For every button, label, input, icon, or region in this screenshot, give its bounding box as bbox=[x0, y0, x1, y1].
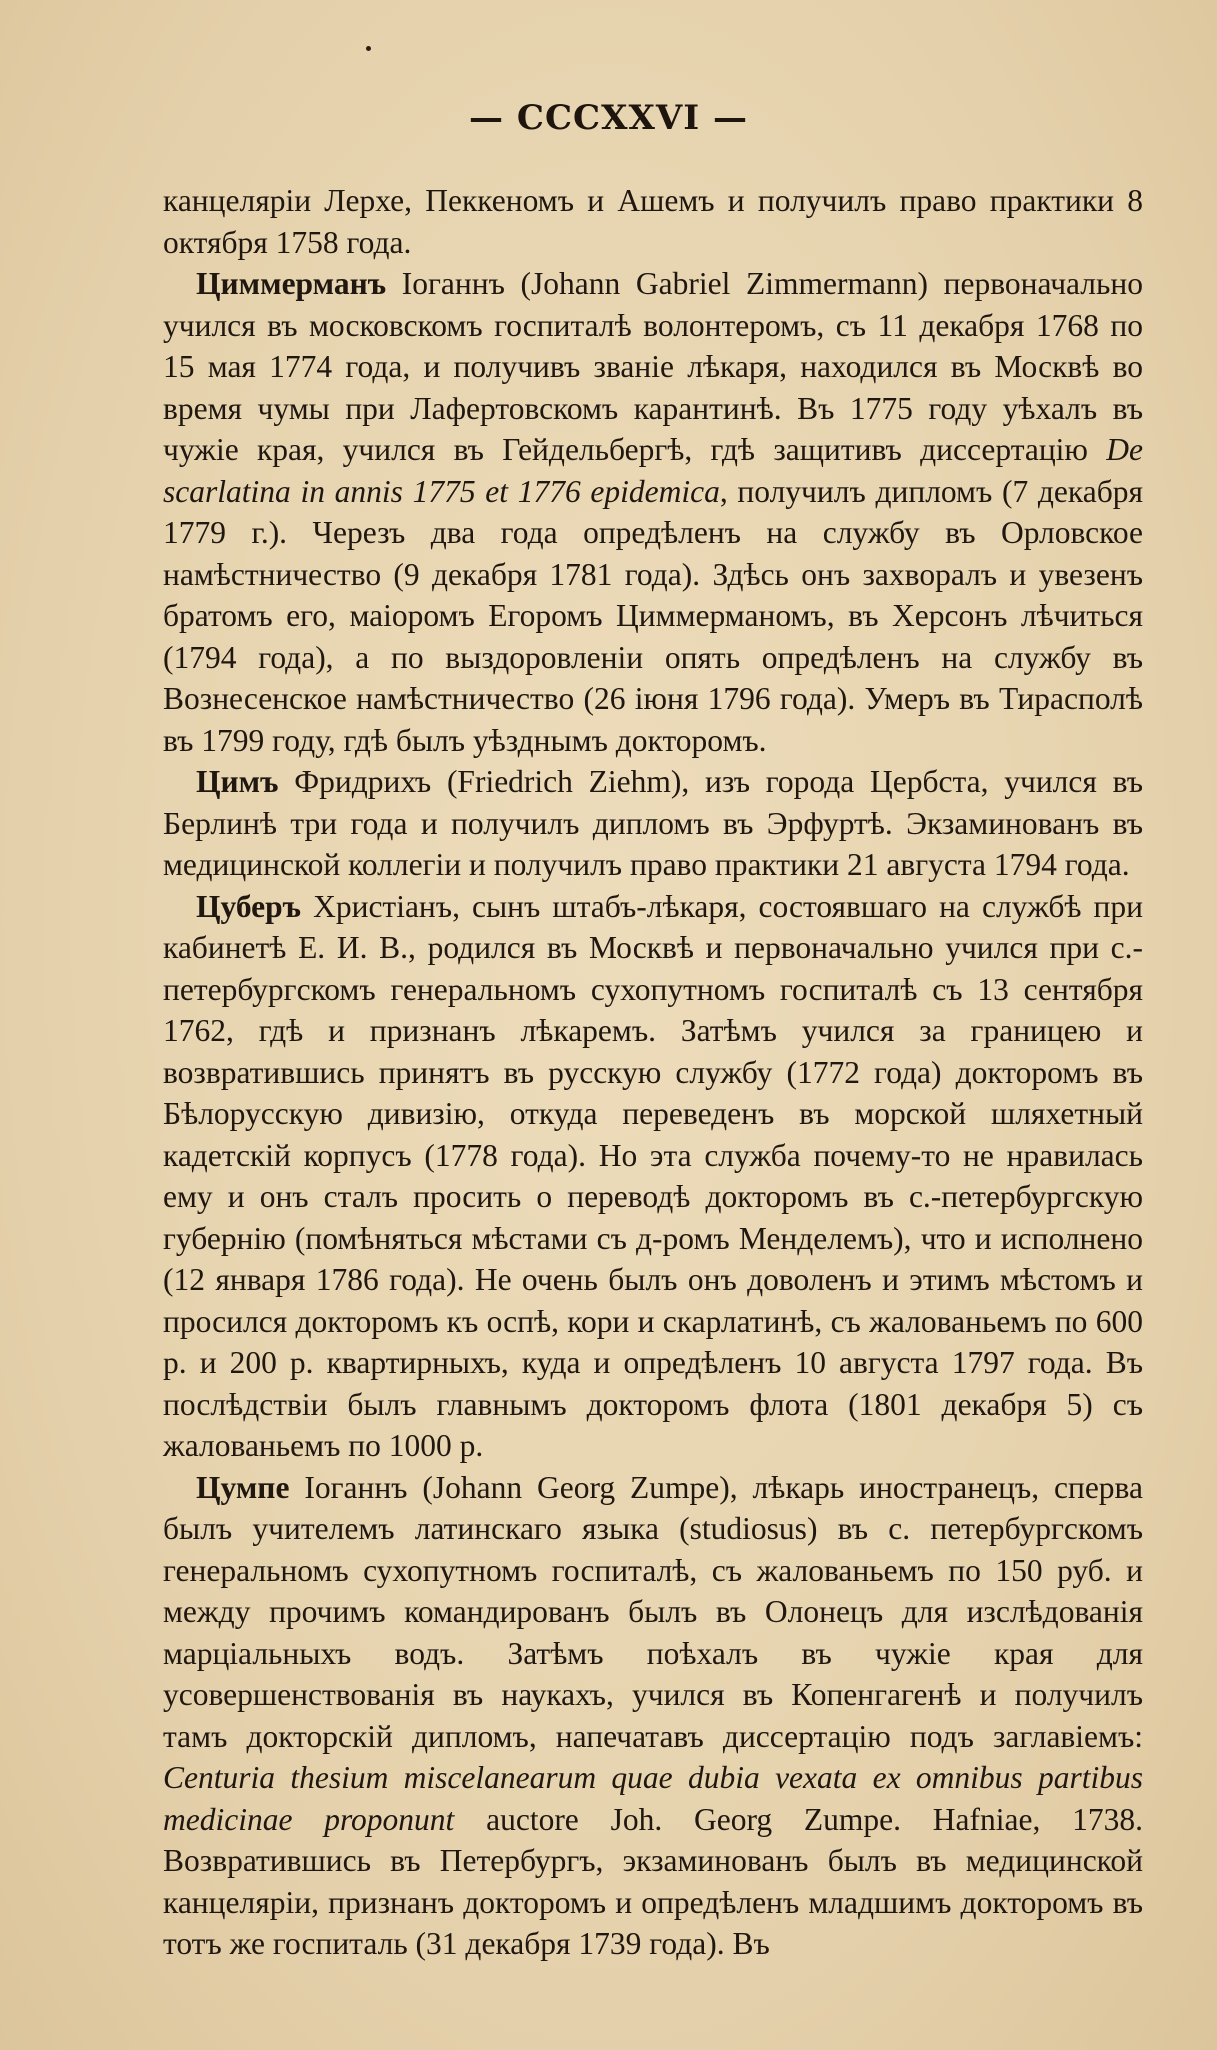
entry-name: Цимъ bbox=[196, 764, 279, 799]
paragraph bbox=[163, 886, 1143, 1467]
paragraph bbox=[163, 263, 1143, 761]
entry-name: Циммерманъ bbox=[196, 266, 387, 301]
text-segment: Іоганнъ (Johann Georg Zumpe), лѣкарь иностранецъ, сперва былъ учителемъ латинскаго языка (studiosus) въ с. петербургскомъ генеральномъ сухопутномъ госпиталѣ, съ жалованьемъ по 150 руб. и между прочимъ командированъ былъ въ Олонецъ для изслѣдованія марціальныхъ водъ. Затѣмъ поѣхалъ въ чужіе края для усовершенствованія въ наукахъ, учился въ Копенгагенѣ и получилъ тамъ докторскій дипломъ, напечатавъ диссертацію подъ заглавіемъ: bbox=[163, 1469, 1143, 1754]
ink-speck bbox=[366, 46, 371, 51]
entry-name: Цумпе bbox=[196, 1469, 290, 1505]
entry-name: Цуберъ bbox=[196, 888, 302, 924]
text-segment: Іоганнъ (Johann Gabriel Zimmermann) первоначально учился въ московскомъ госпиталѣ волонтеромъ, съ 11 декабря 1768 по 15 мая 1774 года, и получивъ званіе лѣкаря, находился въ Москвѣ во время чумы при Лафертовскомъ карантинѣ. Въ 1775 году уѣхалъ въ чужіе края, учился въ Гейдельбергѣ, гдѣ защитивъ диссертацію bbox=[163, 266, 1143, 467]
text-segment: канцеляріи Лерхе, Пеккеномъ и Ашемъ и получилъ право практики 8 октября 1758 года. bbox=[163, 183, 1143, 260]
paragraph bbox=[163, 1467, 1143, 1965]
latin-title: Centuria thesium miscelanearum quae dubia vexata ex omnibus partibus medicinae proponunt bbox=[163, 1760, 1143, 1837]
page-number-header: — CCCXXVI — bbox=[469, 98, 748, 138]
text-segment: Христіанъ, сынъ штабъ-лѣкаря, состоявшаго на службѣ при кабинетѣ Е. И. В., родился въ Москвѣ и первоначально учился при с.-петербургскомъ генеральномъ сухопутномъ госпиталѣ съ 13 сентября 1762, гдѣ и признанъ лѣкаремъ. Затѣмъ учился за границею и возвратившись принятъ въ русскую службу (1772 года) докторомъ въ Бѣлорусскую дивизію, откуда переведенъ въ морской шляхетный кадетскій корпусъ (1778 года). Но эта служба почему-то не нравилась ему и онъ сталъ просить о переводѣ докторомъ въ с.-петербургскую губернію (помѣняться мѣстами съ д-ромъ Менделемъ), что и исполнено (12 января 1786 года). Не очень былъ онъ доволенъ и этимъ мѣстомъ и просился докторомъ къ оспѣ, кори и скарлатинѣ, съ жалованьемъ по 600 р. и 200 р. квартирныхъ, куда и опредѣленъ 10 августа 1797 года. Въ послѣдствіи былъ главнымъ докторомъ флота (1801 декабря 5) съ жалованьемъ по 1000 р. bbox=[163, 888, 1143, 1463]
paragraph bbox=[163, 180, 1143, 263]
latin-title: De scarlatina in annis 1775 et 1776 epidemica bbox=[163, 432, 1143, 509]
text-segment: , получилъ дипломъ (7 декабря 1779 г.). Черезъ два года опредѣленъ на службу въ Орловское намѣстничество (9 декабря 1781 года). Здѣсь онъ захворалъ и увезенъ братомъ его, маіоромъ Егоромъ Циммерманомъ, въ Херсонъ лѣчиться (1794 года), а по выздоровленіи опять опредѣленъ на службу въ Вознесенское намѣстничество (26 іюня 1796 года). Умеръ въ Тирасполѣ въ 1799 году, гдѣ былъ уѣзднымъ докторомъ. bbox=[163, 473, 1143, 758]
text-segment: auctore Joh. Georg Zumpe. Hafniae, 1738. Возвратившись въ Петербургъ, экзаминованъ былъ въ медицинской канцеляріи, признанъ докторомъ и опредѣленъ младшимъ докторомъ въ тотъ же госпиталь (31 декабря 1739 года). Въ bbox=[163, 1801, 1143, 1961]
text-segment: Фридрихъ (Friedrich Ziehm), изъ города Цербста, учился въ Берлинѣ три года и получилъ дипломъ въ Эрфуртѣ. Экзаминованъ въ медицинской коллегіи и получилъ право практики 21 августа 1794 года. bbox=[163, 764, 1143, 882]
body-text bbox=[163, 180, 1143, 1965]
paragraph bbox=[163, 761, 1143, 886]
